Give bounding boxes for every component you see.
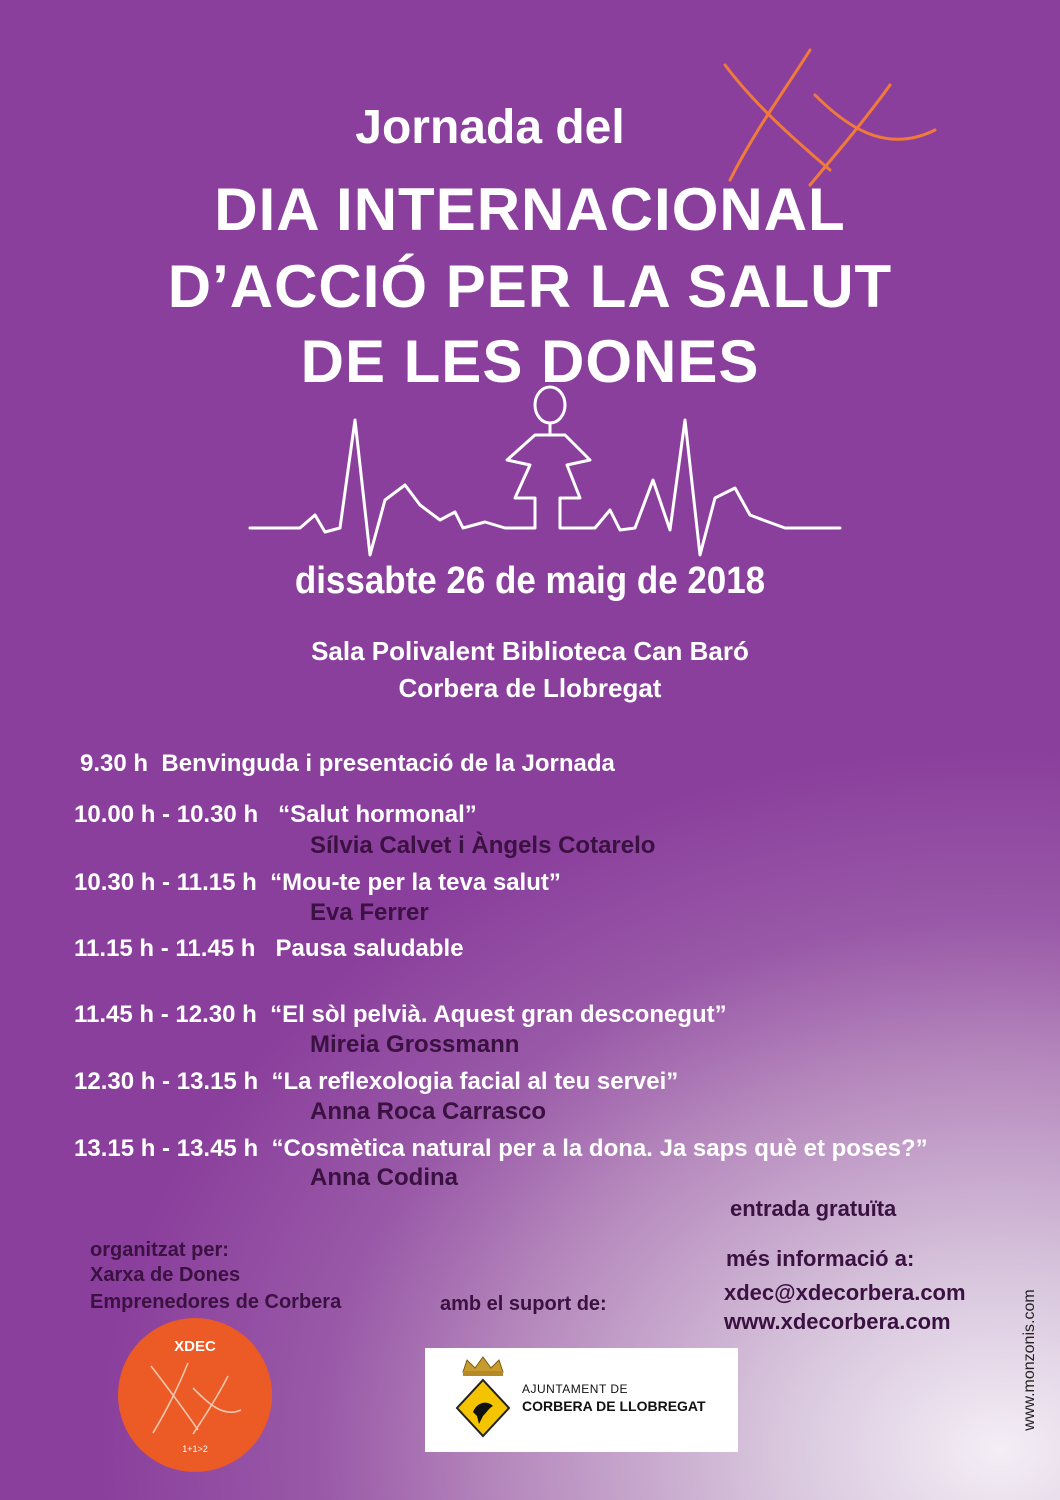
schedule-speaker-2: Eva Ferrer bbox=[310, 899, 429, 926]
schedule-time: 13.15 h - 13.45 h bbox=[74, 1135, 259, 1162]
more-info-label: més informació a: bbox=[726, 1246, 915, 1271]
ajuntament-line1: AJUNTAMENT DE bbox=[522, 1382, 629, 1396]
title-line2: DIA INTERNACIONAL bbox=[214, 176, 846, 243]
schedule-title: “El sòl pelvià. Aquest gran desconegut” bbox=[270, 1001, 727, 1028]
schedule-time: 11.15 h - 11.45 h bbox=[74, 935, 256, 962]
heartbeat-woman-icon bbox=[245, 380, 845, 560]
schedule-item-1 bbox=[74, 801, 477, 829]
schedule-item-0 bbox=[80, 750, 615, 778]
ajuntament-logo bbox=[425, 1348, 738, 1452]
credit-text: www.monzonis.com bbox=[1021, 1289, 1038, 1431]
schedule-item-4 bbox=[74, 1001, 727, 1029]
contact-website[interactable]: www.xdecorbera.com bbox=[724, 1309, 951, 1334]
schedule-time: 10.30 h - 11.15 h bbox=[74, 869, 257, 896]
schedule-time: 10.00 h - 10.30 h bbox=[74, 801, 259, 828]
xdec-logo bbox=[118, 1318, 272, 1472]
schedule-title: Benvinguda i presentació de la Jornada bbox=[161, 750, 615, 777]
schedule-title: Pausa saludable bbox=[275, 935, 464, 962]
title-line1: Jornada del bbox=[355, 101, 625, 154]
xdec-logo-sub: 1+1>2 bbox=[182, 1444, 208, 1454]
xdec-xx-icon bbox=[143, 1358, 247, 1438]
schedule-time: 9.30 h bbox=[80, 750, 149, 777]
entry-free: entrada gratuïta bbox=[730, 1196, 897, 1221]
schedule-item-5 bbox=[74, 1068, 678, 1096]
organizer-label: organitzat per: bbox=[90, 1239, 229, 1261]
schedule-speaker-1: Sílvia Calvet i Àngels Cotarelo bbox=[310, 832, 656, 859]
title-line4: DE LES DONES bbox=[300, 328, 760, 395]
schedule-item-2 bbox=[74, 869, 561, 897]
organizer-name-line2: Emprenedores de Corbera bbox=[90, 1291, 342, 1313]
event-date: dissabte 26 de maig de 2018 bbox=[294, 560, 766, 602]
venue-line2: Corbera de Llobregat bbox=[398, 673, 662, 703]
schedule-title: “La reflexologia facial al teu servei” bbox=[271, 1068, 679, 1095]
schedule-title: “Mou-te per la teva salut” bbox=[270, 869, 561, 896]
support-label: amb el suport de: bbox=[440, 1293, 607, 1315]
schedule-item-6 bbox=[74, 1135, 928, 1163]
organizer-name-line1: Xarxa de Dones bbox=[90, 1264, 241, 1286]
schedule-time: 11.45 h - 12.30 h bbox=[74, 1001, 257, 1028]
schedule-title: “Cosmètica natural per a la dona. Ja saps què et poses?” bbox=[271, 1135, 928, 1162]
schedule-title: “Salut hormonal” bbox=[278, 801, 477, 828]
schedule-speaker-5: Anna Roca Carrasco bbox=[310, 1098, 547, 1125]
credit-vertical bbox=[1000, 1255, 1060, 1465]
ajuntament-line2: CORBERA DE LLOBREGAT bbox=[522, 1398, 706, 1414]
title-line3: D’ACCIÓ PER LA SALUT bbox=[167, 253, 893, 320]
schedule-item-3 bbox=[74, 935, 464, 963]
schedule-speaker-4: Mireia Grossmann bbox=[310, 1031, 520, 1058]
schedule-speaker-6: Anna Codina bbox=[310, 1164, 458, 1191]
contact-email[interactable]: xdec@xdecorbera.com bbox=[724, 1280, 966, 1305]
xdec-logo-text: XDEC bbox=[174, 1338, 216, 1355]
crown-shield-icon bbox=[453, 1354, 513, 1446]
venue-line1: Sala Polivalent Biblioteca Can Baró bbox=[311, 636, 749, 666]
schedule-time: 12.30 h - 13.15 h bbox=[74, 1068, 259, 1095]
